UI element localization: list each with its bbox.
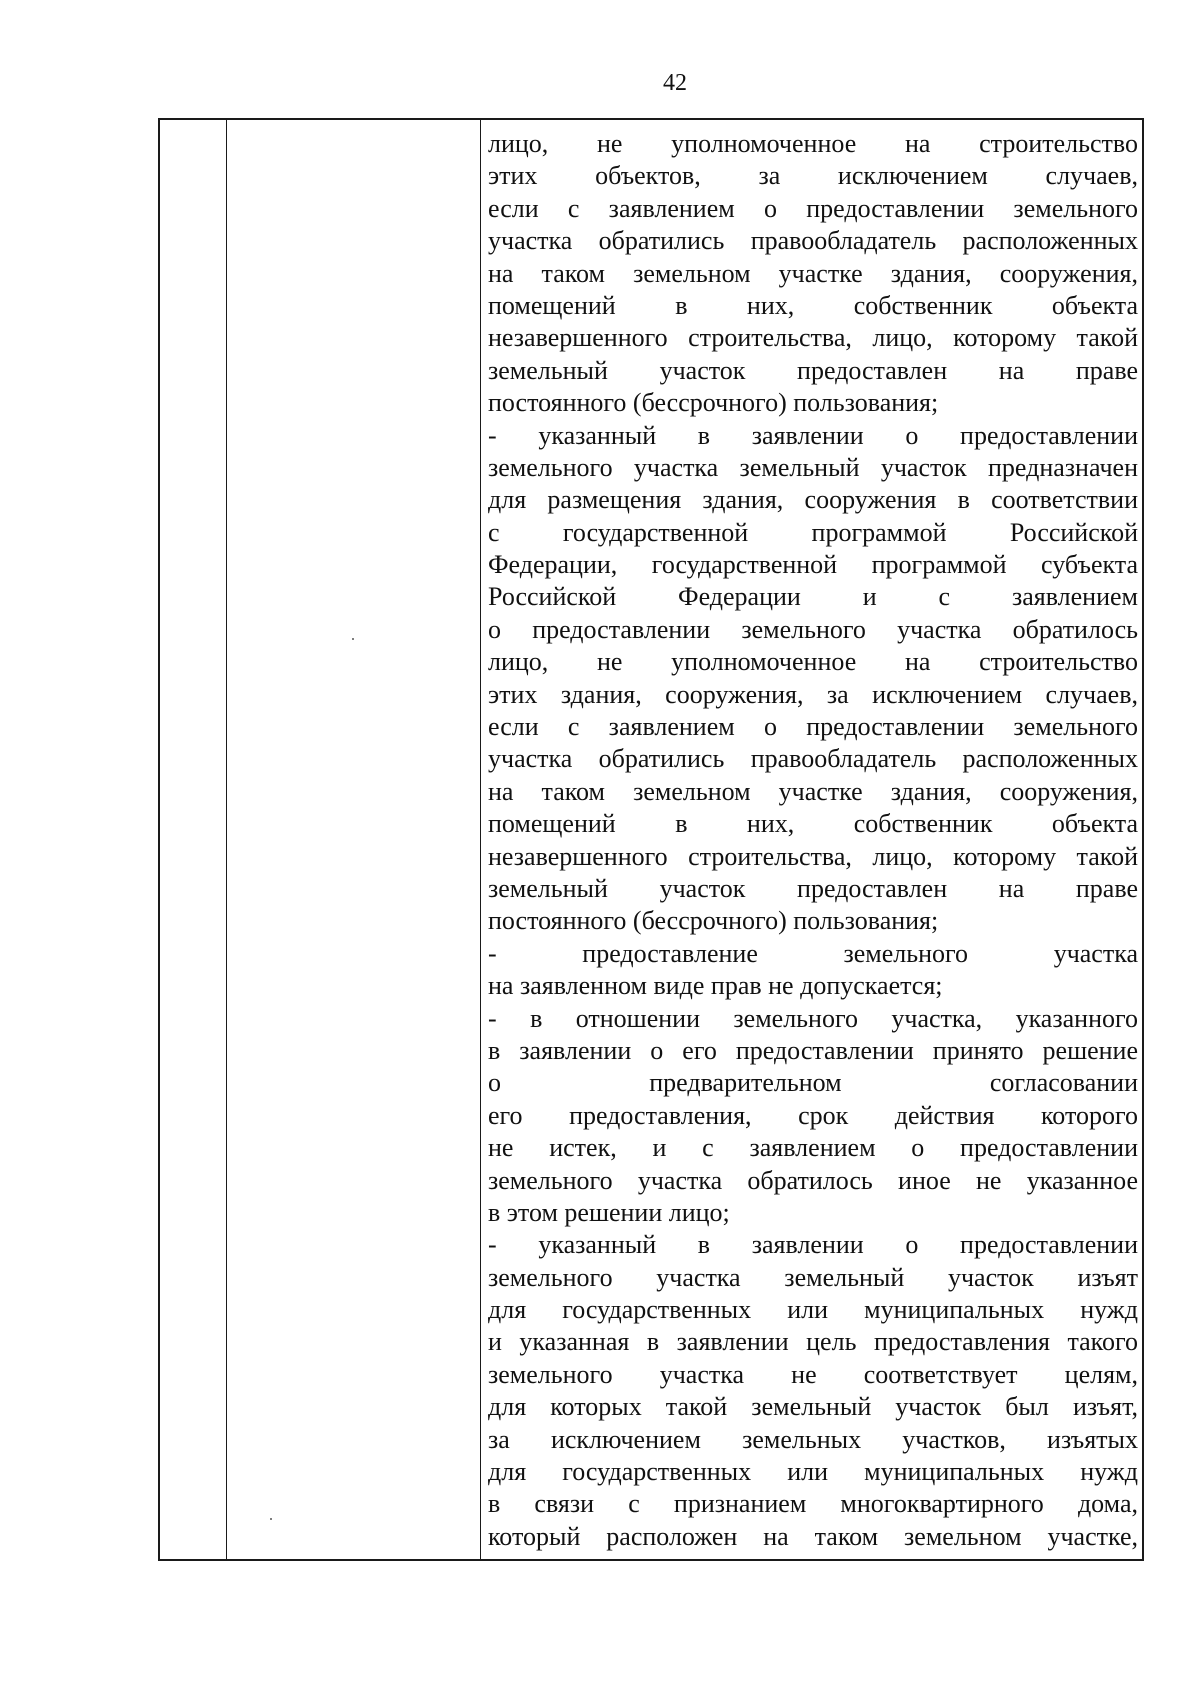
text-line: за исключением земельных участков, изъятых [488, 1424, 1138, 1454]
text-line: участка обратились правообладатель расположенных [488, 744, 1138, 774]
text-line: если с заявлением о предоставлении земельного [488, 712, 1138, 742]
text-line: и указанная в заявлении цель предоставления такого [488, 1327, 1138, 1357]
text-line: для государственных или муниципальных нужд [488, 1457, 1138, 1487]
text-line: земельный участок предоставлен на праве [488, 355, 1138, 385]
text-line: этих здания, сооружения, за исключением случаев, [488, 679, 1138, 709]
text-line: для государственных или муниципальных нужд [488, 1295, 1138, 1325]
text-line: лицо, не уполномоченное на строительство [488, 129, 1138, 158]
text-line: для размещения здания, сооружения в соответствии [488, 485, 1138, 515]
text-line: помещений в них, собственник объекта [488, 809, 1138, 839]
text-line: земельного участка земельный участок предназначен [488, 452, 1138, 482]
page-number: 42 [663, 70, 687, 96]
scan-speck [270, 1518, 272, 1520]
text-line: постоянного (бессрочного) пользования; [488, 388, 939, 418]
text-line: не истек, и с заявлением о предоставлении [488, 1133, 1138, 1163]
text-line: незавершенного строительства, лицо, которому такой [488, 841, 1138, 871]
text-line: - предоставление земельного участка [488, 938, 1138, 968]
text-line: лицо, не уполномоченное на строительство [488, 647, 1138, 677]
column-divider-2 [480, 120, 481, 1559]
text-line: который расположен на таком земельном участке, [488, 1521, 1138, 1551]
text-line: в заявлении о его предоставлении принято решение [488, 1035, 1138, 1065]
text-line: постоянного (бессрочного) пользования; [488, 906, 939, 936]
text-line: если с заявлением о предоставлении земельного [488, 193, 1138, 223]
text-line: в этом решении лицо; [488, 1197, 730, 1227]
document-table [158, 118, 1144, 1561]
text-line: незавершенного строительства, лицо, которому такой [488, 323, 1138, 353]
text-line: - в отношении земельного участка, указанного [488, 1003, 1138, 1033]
text-line: Российской Федерации и с заявлением [488, 582, 1138, 612]
text-line: на заявленном виде прав не допускается; [488, 971, 943, 1001]
text-line: на таком земельном участке здания, сооружения, [488, 776, 1138, 806]
text-line: о предоставлении земельного участка обратилось [488, 614, 1138, 644]
text-line: с государственной программой Российской [488, 517, 1138, 547]
text-line: для которых такой земельный участок был изъят, [488, 1392, 1138, 1422]
text-line: - указанный в заявлении о предоставлении [488, 420, 1138, 450]
text-line: земельного участка обратилось иное не указанное [488, 1165, 1138, 1195]
text-line: в связи с признанием многоквартирного дома, [488, 1489, 1138, 1519]
text-line: о предварительном согласовании [488, 1068, 1138, 1098]
column-divider-1 [226, 120, 227, 1559]
text-line: его предоставления, срок действия которого [488, 1100, 1138, 1130]
text-line: помещений в них, собственник объекта [488, 290, 1138, 320]
table-cell-text [488, 128, 1138, 1558]
text-line: земельного участка земельный участок изъят [488, 1262, 1138, 1292]
text-line: земельный участок предоставлен на праве [488, 873, 1138, 903]
scan-speck [352, 638, 354, 640]
text-line: земельного участка не соответствует целям, [488, 1359, 1138, 1389]
text-line: этих объектов, за исключением случаев, [488, 161, 1138, 191]
text-line: на таком земельном участке здания, сооружения, [488, 258, 1138, 288]
text-line: - указанный в заявлении о предоставлении [488, 1230, 1138, 1260]
text-line: участка обратились правообладатель расположенных [488, 226, 1138, 256]
text-line: Федерации, государственной программой субъекта [488, 550, 1138, 580]
